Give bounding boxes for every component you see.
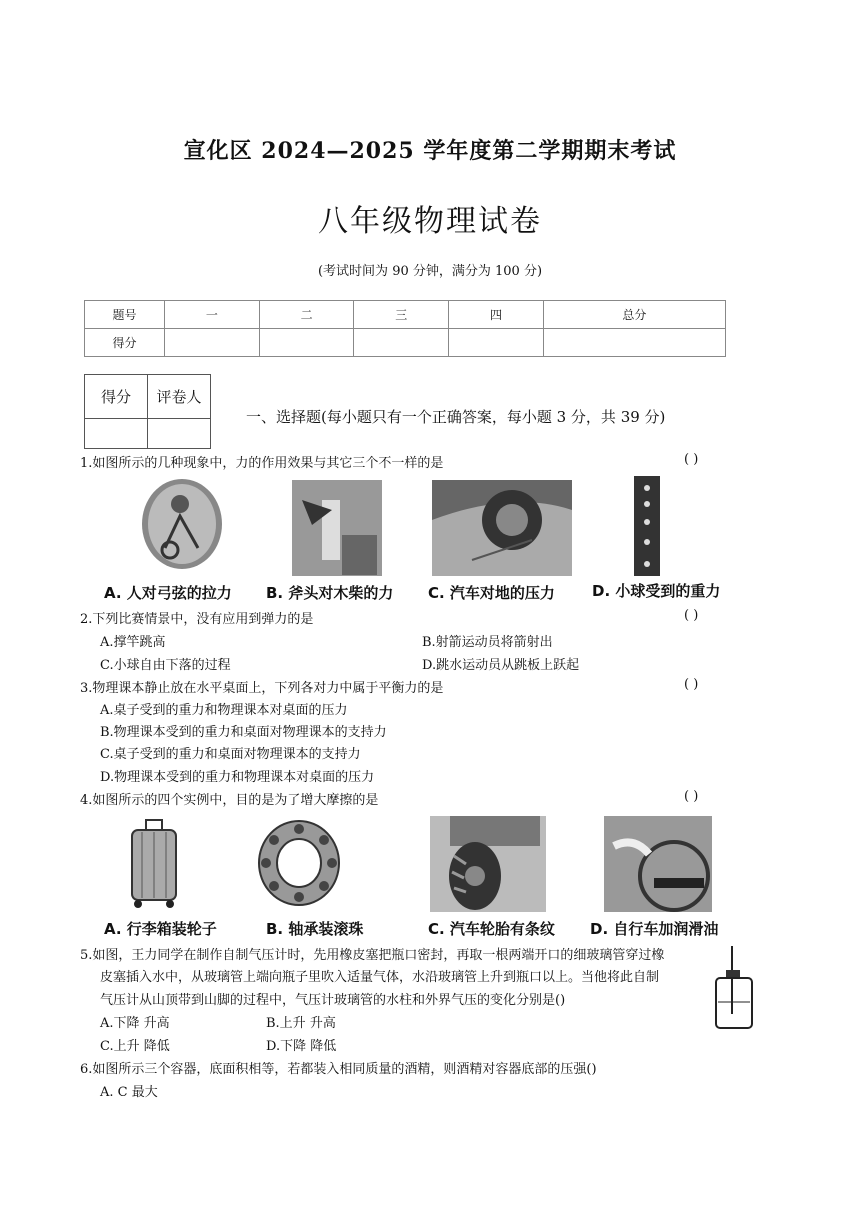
q5-option-a: A.下降 升高: [100, 1016, 170, 1031]
question-2-stem: 2.下列比赛情景中，没有应用到弹力的是: [80, 612, 314, 627]
question-6-stem: 6.如图所示三个容器，底面积相等，若都装入相同质量的酒精，则酒精对容器底部的压强(): [80, 1062, 597, 1077]
q5-option-d: D.下降 降低: [266, 1039, 337, 1054]
grader-box: [84, 374, 211, 449]
exam-note: (考试时间为 90 分钟，满分为 100 分): [317, 264, 543, 279]
score-blank: [449, 329, 544, 357]
answer-paren: ( ): [684, 677, 699, 692]
q4-caption-d: D. 自行车加润滑油: [590, 920, 719, 938]
question-5-line-3: 气压计从山顶带到山脚的过程中，气压计玻璃管的水柱和外界气压的变化分别是(): [100, 993, 566, 1008]
score-cell: 总分: [543, 301, 725, 329]
bearing-photo: [256, 818, 342, 908]
score-cell: 一: [165, 301, 260, 329]
q1-caption-a: A. 人对弓弦的拉力: [104, 584, 232, 602]
question-5-line-2: 皮塞插入水中，从玻璃管上端向瓶子里吹入适量气体，水沿玻璃管上升到瓶口以上。当他将此自制: [100, 970, 660, 985]
score-cell: 四: [449, 301, 544, 329]
score-cell: 三: [354, 301, 449, 329]
q3-option-c: C.桌子受到的重力和桌面对物理课本的支持力: [100, 747, 361, 762]
suitcase-photo: [128, 818, 180, 910]
grader-score-blank: [85, 419, 148, 449]
q2-option-a: A.撑竿跳高: [100, 635, 166, 650]
question-3-stem: 3.物理课本静止放在水平桌面上，下列各对力中属于平衡力的是: [80, 681, 444, 696]
answer-paren: ( ): [684, 608, 699, 623]
answer-paren: ( ): [684, 452, 699, 467]
q4-caption-b: B. 轴承装滚珠: [266, 920, 364, 938]
score-cell: 题号: [85, 301, 165, 329]
score-table-header-row: [85, 301, 726, 329]
q1-caption-c: C. 汽车对地的压力: [428, 584, 555, 602]
question-1-stem: 1.如图所示的几种现象中，力的作用效果与其它三个不一样的是: [80, 456, 444, 471]
barometer-bottle-diagram: [712, 944, 756, 1032]
score-cell: 得分: [85, 329, 165, 357]
q3-option-a: A.桌子受到的重力和物理课本对桌面的压力: [100, 703, 348, 718]
question-4-stem: 4.如图所示的四个实例中，目的是为了增大摩擦的是: [80, 793, 379, 808]
q3-option-d: D.物理课本受到的重力和物理课本对桌面的压力: [100, 770, 375, 785]
answer-paren: ( ): [684, 789, 699, 804]
q6-option-a: A. C 最大: [100, 1085, 158, 1100]
q4-caption-a: A. 行李箱装轮子: [104, 920, 217, 938]
falling-ball-photo: [634, 476, 660, 576]
bicycle-chain-photo: [604, 816, 712, 912]
q5-option-c: C.上升 降低: [100, 1039, 170, 1054]
grader-score-label: 得分: [85, 375, 148, 419]
grader-name-label: 评卷人: [148, 375, 211, 419]
q3-option-b: B.物理课本受到的重力和桌面对物理课本的支持力: [100, 725, 387, 740]
score-cell: 二: [259, 301, 354, 329]
paper-subtitle: 八年级物理试卷: [318, 204, 542, 239]
car-tire-photo: [432, 480, 572, 576]
tractor-tire-photo: [430, 816, 546, 912]
score-blank: [259, 329, 354, 357]
q1-caption-b: B. 斧头对木柴的力: [266, 584, 394, 602]
bow-photo: [140, 478, 224, 570]
q2-option-d: D.跳水运动员从跳板上跃起: [422, 658, 580, 673]
q1-caption-d: D. 小球受到的重力: [592, 582, 721, 600]
score-table-score-row: [85, 329, 726, 357]
q2-option-b: B.射箭运动员将箭射出: [422, 635, 553, 650]
question-5-line-1: 5.如图，王力同学在制作自制气压计时，先用橡皮塞把瓶口密封，再取一根两端开口的细玻璃管穿过橡: [80, 948, 665, 963]
score-table: [84, 300, 726, 357]
q2-option-c: C.小球自由下落的过程: [100, 658, 231, 673]
section-heading: 一、选择题(每小题只有一个正确答案，每小题 3 分，共 39 分): [246, 408, 666, 426]
q4-caption-c: C. 汽车轮胎有条纹: [428, 920, 555, 938]
score-blank: [354, 329, 449, 357]
q5-option-b: B.上升 升高: [266, 1016, 336, 1031]
score-blank: [165, 329, 260, 357]
score-blank: [543, 329, 725, 357]
grader-name-blank: [148, 419, 211, 449]
axe-photo: [292, 480, 382, 576]
exam-title: 宣化区 2024—2025 学年度第二学期期末考试: [183, 138, 677, 164]
